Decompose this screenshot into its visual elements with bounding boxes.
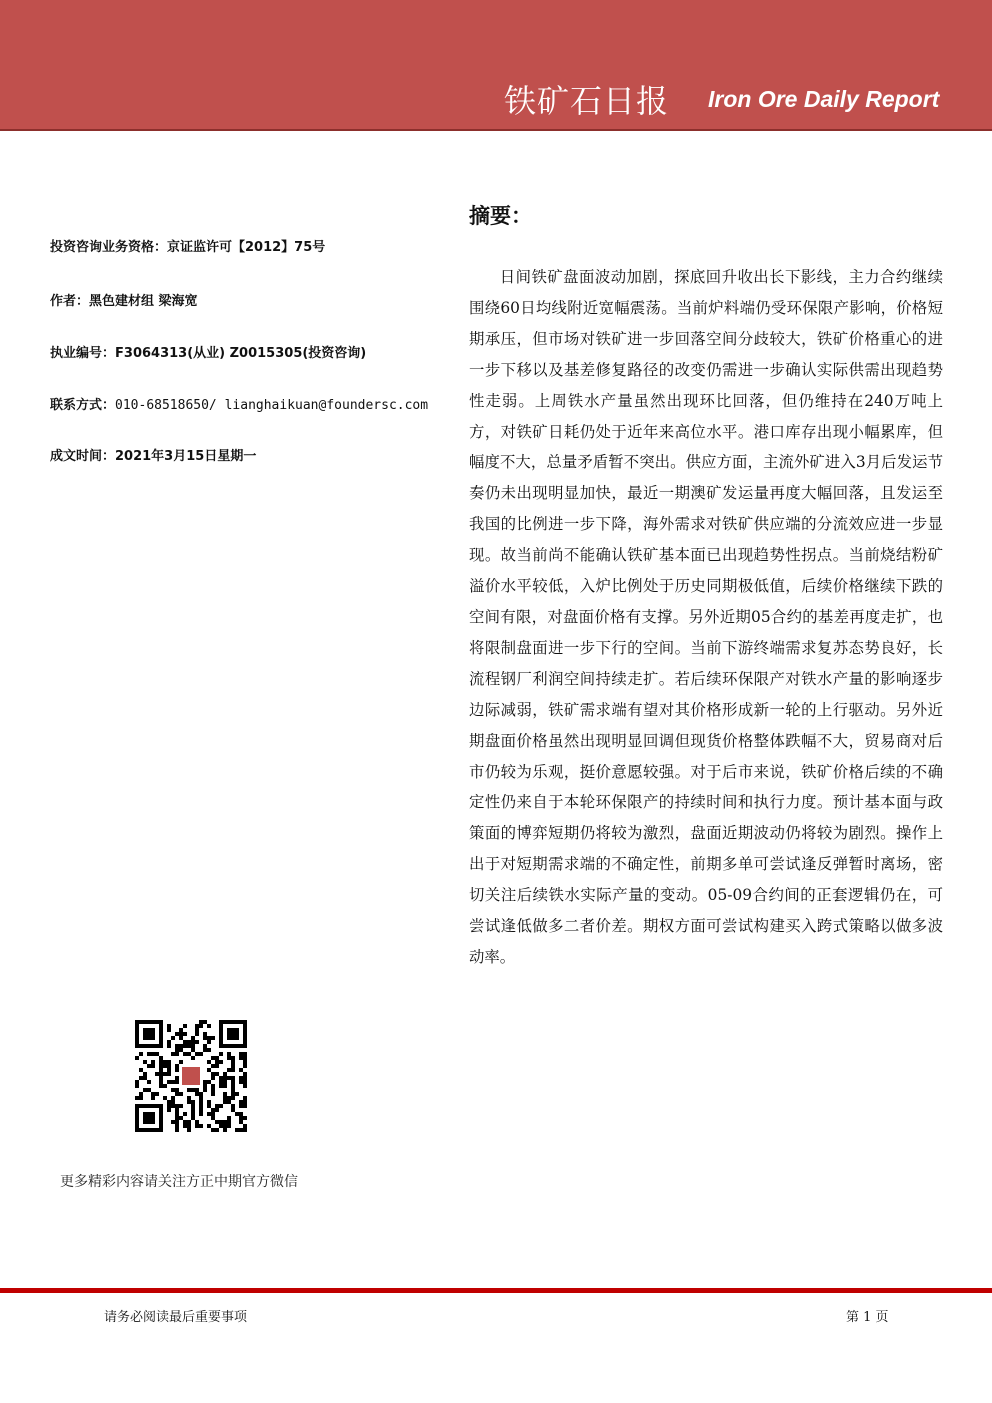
license-label: 执业编号： (50, 346, 116, 361)
report-title-en: Iron Ore Daily Report (708, 86, 940, 112)
footer-rule (0, 1288, 992, 1293)
contact-label: 联系方式： (50, 398, 116, 413)
report-title-cn: 铁矿石日报 (504, 82, 670, 120)
author-line: 作者：黑色建材组 梁海宽 (50, 294, 198, 309)
wechat-qr-code (135, 1020, 247, 1132)
contact-value[interactable]: 010-68518650/ lianghaikuan@foundersc.com (115, 398, 429, 413)
contact-line (50, 394, 428, 413)
summary-body: 日间铁矿盘面波动加剧，探底回升收出长下影线，主力合约继续围绕60日均线附近宽幅震荡。当前炉料端仍受环保限产影响，价格短期承压，但市场对铁矿进一步回落空间分歧较大，铁矿价格重心的进一步下移以及基差修复路径的改变仍需进一步确认实际供需出现趋势性走弱。上周铁水产量虽然出现环比回落，但仍维持在240万吨上方，对铁矿日耗仍处于近年来高位水平。港口库存出现小幅累库，但幅度不大，总量矛盾暂不突出。供应方面，主流外矿进入3月后发运节奏仍未出现明显加快，最近一期澳矿发运量再度大幅回落，且发运至我国的比例进一步下降，海外需求对铁矿供应端的分流效应进一步显现。故当前尚不能确认铁矿基本面已出现趋势性拐点。当前烧结粉矿溢价水平较低，入炉比例处于历史同期极低值，后续价格继续下跌的空间有限，对盘面价格有支撑。另外近期05合约的基差再度走扩，也将限制盘面进一步下行的空间。当前下游终端需求复苏态势良好，长流程钢厂利润空间持续走扩。若后续环保限产对铁水产量的影响逐步边际减弱，铁矿需求端有望对其价格形成新一轮的上行驱动。另外近期盘面价格虽然出现明显回调但现货价格整体跌幅不大，贸易商对后市仍较为乐观，挺价意愿较强。对于后市来说，铁矿价格后续的不确定性仍来自于本轮环保限产的持续时间和执行力度。预计基本面与政策面的博弈短期仍将较为激烈，盘面近期波动仍将较为剧烈。操作上出于对短期需求端的不确定性，前期多单可尝试逢反弹暂时离场，密切关注后续铁水实际产量的变动。05-09合约间的正套逻辑仍在，可尝试逢低做多二者价差。期权方面可尝试构建买入跨式策略以做多波动率。 (469, 268, 943, 966)
page-number: 第 1 页 (846, 1310, 889, 1325)
qr-caption: 更多精彩内容请关注方正中期官方微信 (60, 1174, 298, 1190)
date-line: 成文时间：2021年3月15日星期一 (50, 449, 257, 464)
footer-notice: 请务必阅读最后重要事项 (104, 1310, 248, 1325)
qualification-line: 投资咨询业务资格：京证监许可【2012】75号 (50, 240, 326, 255)
license-line (50, 342, 366, 361)
summary-heading: 摘要： (469, 204, 532, 228)
license-value: F3064313(从业) Z0015305(投资咨询) (115, 346, 367, 361)
header-divider (0, 129, 992, 131)
